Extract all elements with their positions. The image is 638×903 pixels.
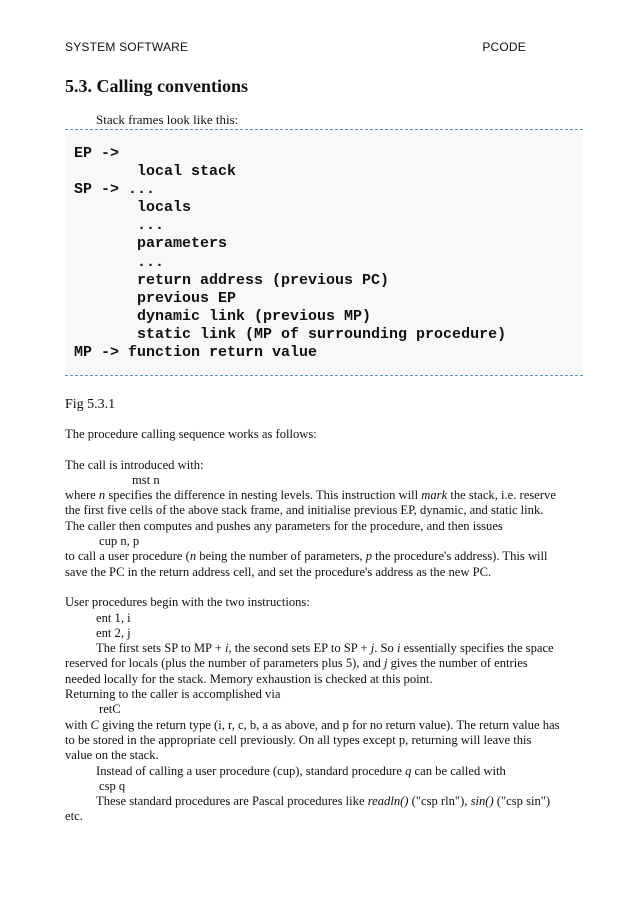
paragraph-line: The caller then computes and pushes any parameters for the procedure, and then issues [65,518,503,533]
intro-text: Stack frames look like this: [96,112,239,127]
paragraph-line: save the PC in the return address cell, and set the procedure's address as the new PC. [65,564,492,579]
paragraph-line: needed locally for the stack. Memory exhaustion is checked at this point. [65,671,433,686]
code-line: ... [74,253,165,271]
paragraph-line: to be stored in the appropriate cell previously. On all types except p, returning will leave this [65,732,532,747]
paragraph-line: User procedures begin with the two instructions: [65,595,310,610]
paragraph-line: value on the stack. [65,748,159,763]
code-line: dynamic link (previous MP) [74,307,372,325]
instruction-line: csp q [99,778,126,793]
stack-frame-code-block [65,129,583,376]
code-line: previous EP [74,289,237,307]
paragraph-line: The procedure calling sequence works as follows: [65,427,317,441]
paragraph-line: The call is introduced with: [65,457,204,472]
paragraph-line: to call a user procedure (n being the number of parameters, p the procedure's address). This will [65,549,548,564]
running-header-left: SYSTEM SOFTWARE [65,40,189,54]
paragraph-line: These standard procedures are Pascal procedures like readln() ("csp rln"), sin() ("csp sin") [96,794,551,809]
instruction-line: ent 2, j [96,625,131,640]
paragraph-line: with C giving the return type (i, r, c, b, a as above, and p for no return value). The return value has [65,717,560,732]
code-line: SP -> ... [74,181,156,199]
paragraph-line: reserved for locals (plus the number of parameters plus 5), and j gives the number of entries [65,656,528,671]
instruction-line: mst n [132,472,160,487]
code-line: static link (MP of surrounding procedure) [74,325,507,343]
paragraph-line: Instead of calling a user procedure (cup), standard procedure q can be called with [96,763,506,778]
figure-caption: Fig 5.3.1 [65,397,116,412]
code-line: ... [74,217,165,235]
paragraph-line: etc. [65,809,83,824]
code-listing [74,145,506,362]
body-text [65,427,585,825]
instruction-line: ent 1, i [96,610,131,625]
instruction-line: cup n, p [99,534,140,549]
code-line: local stack [74,163,237,181]
paragraph-line: the first five cells of the above stack frame, and initialise previous EP, dynamic, and static link. [65,503,544,518]
code-line: parameters [74,235,228,253]
section-title: 5.3. Calling conventions [65,76,249,96]
code-line: return address (previous PC) [74,271,390,289]
paragraph-line: The first sets SP to MP + i, the second sets EP to SP + j. So i essentially specifies the space [96,641,554,656]
code-line: MP -> function return value [74,344,318,362]
paragraph-line: where n specifies the difference in nesting levels. This instruction will mark the stack, i.e. reserve [65,488,556,503]
code-line: EP -> [74,145,120,162]
code-line: locals [74,199,192,217]
running-header-right: PCODE [482,40,526,54]
paragraph-line: Returning to the caller is accomplished via [65,687,281,702]
instruction-line: retC [99,702,121,717]
